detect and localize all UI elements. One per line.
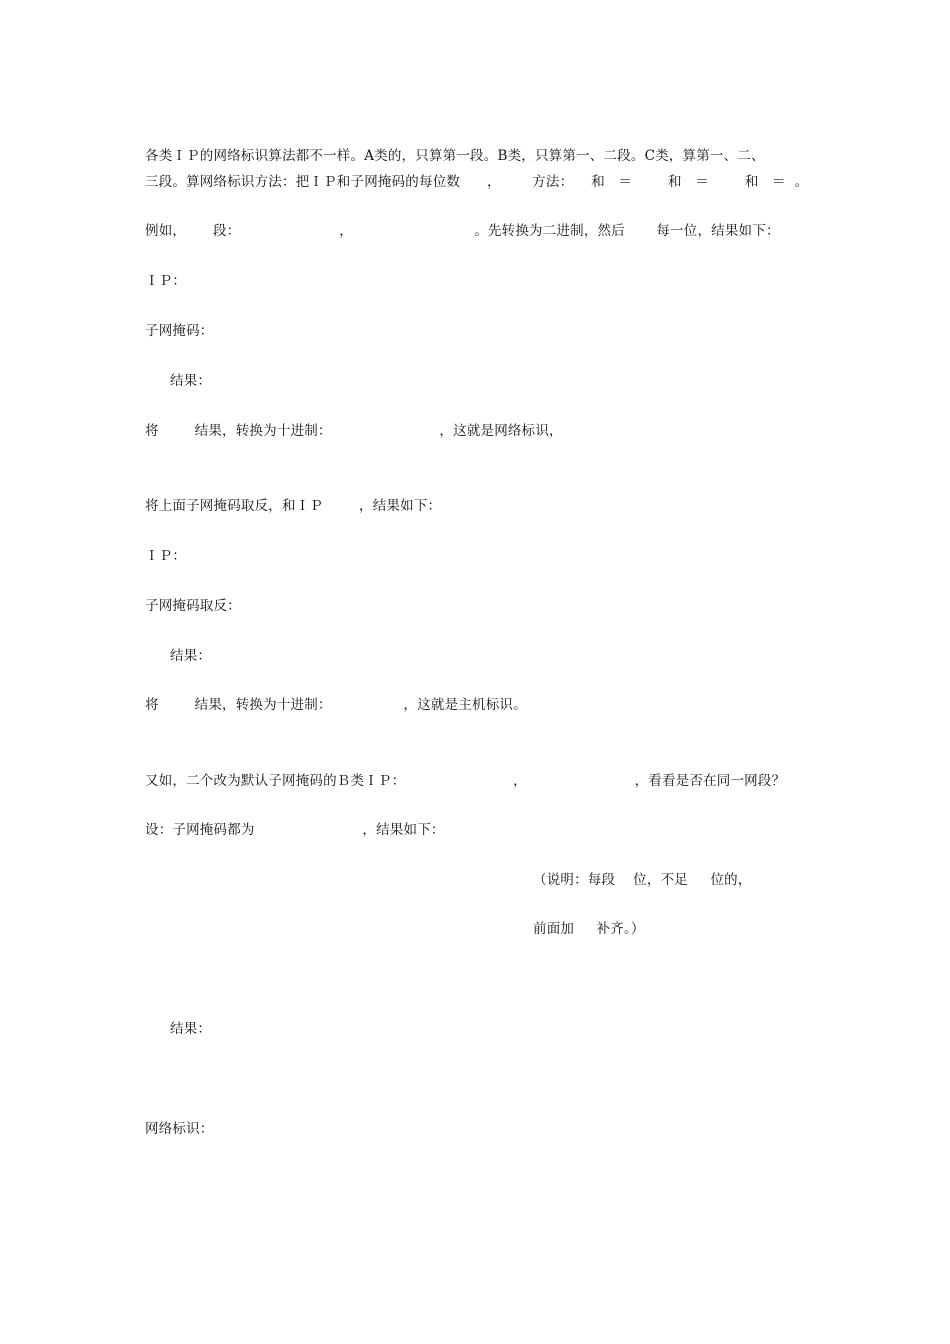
second-example-line: 又如，二个改为默认子网掩码的Ｂ类ＩＰ： ， ，看看是否在同一网段？ xyxy=(145,773,786,789)
ip-label: ＩＰ： xyxy=(145,548,187,564)
assume-mask-line: 设：子网掩码都为 ，结果如下： xyxy=(145,822,445,838)
note-line-2: 前面加 补齐。） xyxy=(533,921,645,937)
example-line: 例如， 段： ， 。先转换为二进制，然后 每一位，结果如下： xyxy=(145,223,780,239)
ip-label: ＩＰ： xyxy=(145,273,187,289)
result-label: 结果： xyxy=(170,373,212,389)
subnet-mask-label: 子网掩码： xyxy=(145,323,214,339)
host-id-line: 将 结果，转换为十进制： ，这就是主机标识。 xyxy=(145,697,527,713)
network-id-label: 网络标识： xyxy=(145,1121,214,1137)
invert-mask-line: 将上面子网掩码取反，和ＩＰ ，结果如下： xyxy=(145,498,442,514)
result-label: 结果： xyxy=(170,648,212,664)
inverted-mask-label: 子网掩码取反： xyxy=(145,598,241,614)
result-label: 结果： xyxy=(170,1021,212,1037)
intro-line-2: 三段。算网络标识方法：把ＩＰ和子网掩码的每位数 ， 方法： 和 ＝ 和 ＝ 和 ＝ 。 xyxy=(145,174,809,190)
note-line-1: （说明：每段 位，不足 位的， xyxy=(533,872,752,888)
network-id-line: 将 结果，转换为十进制： ，这就是网络标识， xyxy=(145,423,563,439)
intro-line-1: 各类ＩＰ的网络标识算法都不一样。A类的，只算第一段。B类，只算第一、二段。C类，算第一、二、 xyxy=(145,148,765,164)
